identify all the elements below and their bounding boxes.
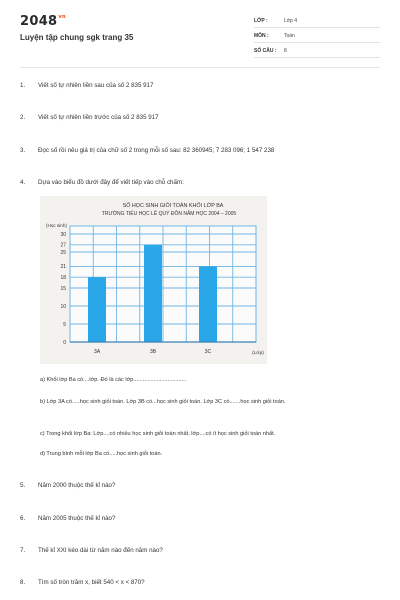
bar-3A <box>88 277 106 342</box>
question-text: Tìm số tròn trăm x, biết 540 < x < 870? <box>38 579 145 586</box>
y-tick-label: 0 <box>63 339 66 346</box>
question-text: Viết số tự nhiên liền sau của số 2 835 917 <box>38 82 154 89</box>
question-number: 1. <box>20 82 26 89</box>
question-text: Dựa vào biểu đồ dưới đây để viết tiếp vào chỗ chấm: <box>38 179 184 186</box>
meta-value: Toán <box>284 33 295 39</box>
x-tick-label: 3A <box>93 349 101 355</box>
question-2 <box>20 114 159 122</box>
y-tick-label: 21 <box>60 264 66 271</box>
question-text: Năm 2005 thuộc thế kỉ nào? <box>38 515 116 522</box>
y-tick-label: 5 <box>63 321 66 328</box>
meta-key: SỐ CÂU : <box>254 48 277 54</box>
x-tick-label: 3B <box>149 349 157 355</box>
question-5 <box>20 482 115 490</box>
question-number: 5. <box>20 482 26 489</box>
bar-chart-svg <box>40 196 267 364</box>
chart-subtitle: TRƯỜNG TIỂU HỌC LÊ QUÝ ĐÔN NĂM HỌC 2004 – 2005 <box>101 211 237 217</box>
question-number: 4. <box>20 179 26 186</box>
y-tick-label: 10 <box>60 303 66 310</box>
question-number: 2. <box>20 114 26 121</box>
meta-key: MÔN : <box>254 33 269 39</box>
worksheet-header <box>0 0 400 66</box>
meta-value: 8 <box>284 48 287 54</box>
y-tick-label: 25 <box>60 249 66 256</box>
question-text: Năm 2000 thuộc thế kỉ nào? <box>38 482 116 489</box>
y-tick-label: 30 <box>60 231 66 238</box>
y-axis-label: (Học sinh) <box>46 223 67 228</box>
question-text: Đọc số rồi nêu giá trị của chữ số 2 trong mỗi số sau: 82 360945; 7 283 096; 1 547 238 <box>38 147 275 154</box>
header-divider <box>20 67 380 68</box>
question-3 <box>20 147 274 155</box>
question-text: Viết số tự nhiên liền trước của số 2 835 917 <box>38 114 159 121</box>
worksheet-title: Luyện tập chung sgk trang 35 <box>20 33 134 42</box>
question-8 <box>20 579 145 587</box>
question-number: 6. <box>20 515 26 522</box>
question-1 <box>20 82 153 90</box>
question-number: 7. <box>20 547 26 554</box>
x-tick-label: 3C <box>204 349 212 355</box>
meta-row-subject <box>254 29 380 43</box>
x-axis-label: (Lớp) <box>252 351 264 356</box>
site-logo[interactable] <box>20 14 66 29</box>
meta-key: LỚP : <box>254 18 268 24</box>
y-tick-label: 15 <box>60 285 66 292</box>
sub-item-a: a) Khối lớp Ba có....lớp. Đó là các lớp.................................. <box>40 377 187 383</box>
y-tick-label: 27 <box>60 242 66 249</box>
logo-suffix: vn <box>58 14 66 20</box>
sub-item-c: c) Trong khối lớp Ba: Lớp....có nhiều học sinh giỏi toán nhất, lớp....có ít học sinh giỏi toán nhất. <box>40 431 276 437</box>
question-text: Thế kỉ XXI kéo dài từ năm nào đến năm nào? <box>38 547 163 554</box>
question-6 <box>20 515 115 523</box>
meta-row-count <box>254 44 380 58</box>
sub-item-d: d) Trung bình mỗi lớp Ba có.....học sinh giỏi toán. <box>40 451 163 457</box>
y-tick-label: 18 <box>60 275 66 281</box>
bar-3B <box>144 245 162 342</box>
logo-text: 2048 <box>20 14 58 29</box>
question-number: 3. <box>20 147 26 154</box>
question-7 <box>20 547 163 555</box>
meta-value: Lớp 4 <box>284 18 298 24</box>
bar-3C <box>199 266 217 342</box>
chart-title: SỐ HỌC SINH GIỎI TOÁN KHỐI LỚP BA <box>122 203 224 209</box>
meta-row-class <box>254 14 380 28</box>
question-4 <box>20 179 184 187</box>
bar-chart <box>40 196 267 364</box>
question-number: 8. <box>20 579 26 586</box>
sub-item-b: b) Lớp 3A có.....học sinh giỏi toán. Lớp 3B có...học sinh giỏi toán. Lớp 3C có.......học sinh giỏi toán. <box>40 399 286 405</box>
